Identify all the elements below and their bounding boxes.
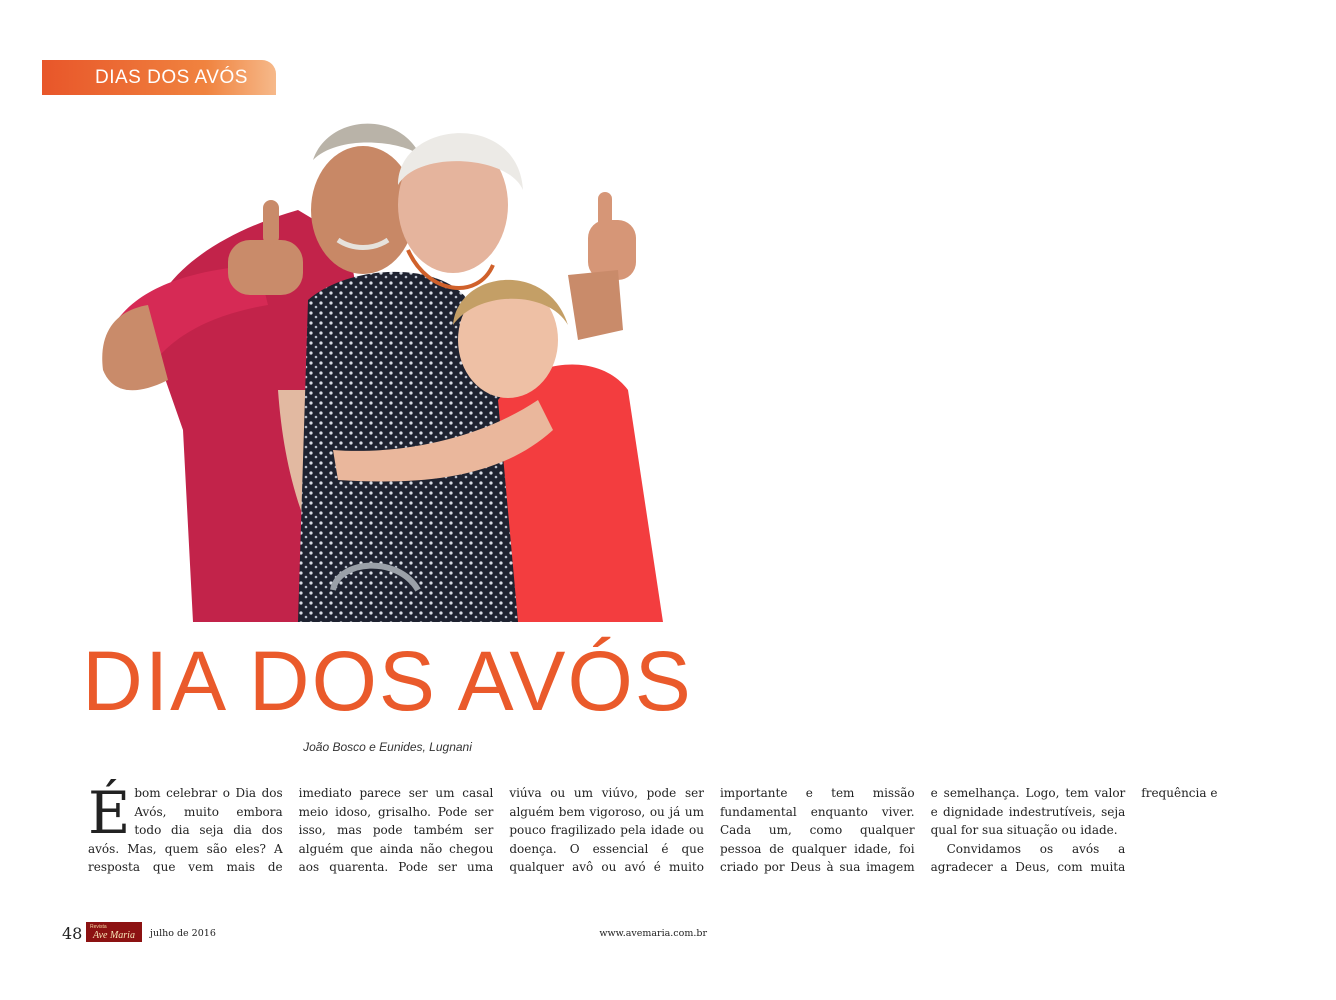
byline: João Bosco e Eunides, Lugnani bbox=[303, 740, 472, 754]
paragraph-2: Convidamos os avós a agradecer a Deus, com muita frequência e bbox=[930, 786, 1218, 874]
grandparents-photo bbox=[98, 100, 670, 622]
magazine-logo bbox=[86, 922, 142, 942]
section-tag bbox=[42, 60, 276, 95]
website-url: www.avemaria.com.br bbox=[599, 928, 707, 939]
page-footer bbox=[0, 922, 775, 946]
page-number: 48 bbox=[62, 924, 83, 943]
article-title: DIA DOS AVÓS bbox=[82, 634, 693, 728]
magazine-logo-small: Revista bbox=[90, 923, 107, 930]
drop-cap: É bbox=[88, 779, 131, 847]
magazine-logo-name: Ave Maria bbox=[93, 929, 135, 941]
issue-date: julho de 2016 bbox=[150, 928, 216, 939]
section-tag-label: DIAS DOS AVÓS bbox=[95, 66, 248, 88]
article-body bbox=[88, 779, 1218, 894]
paragraph-1-text: bom celebrar o Dia dos Avós, muito embora todo dia seja dia dos avós. Mas, quem são eles? A resposta que vem mais de imediato parece ser um casal meio idoso, grisalho. Pode ser isso, mas pode também ser alguém que ainda não chegou aos quarenta. Pode ser uma viúva ou um viúvo, pode ser alguém bem vigoroso, ou já um pouco fragilizado pela idade ou doença. O essencial é que qualquer avô ou avó é muito importante e tem missão fundamental enquanto viver. Cada um, como qualquer pessoa de qualquer idade, foi criado por Deus à sua imagem e semelhança. Logo, tem valor e dignidade indestrutíveis, seja qual for sua situação ou idade. bbox=[88, 786, 1126, 874]
